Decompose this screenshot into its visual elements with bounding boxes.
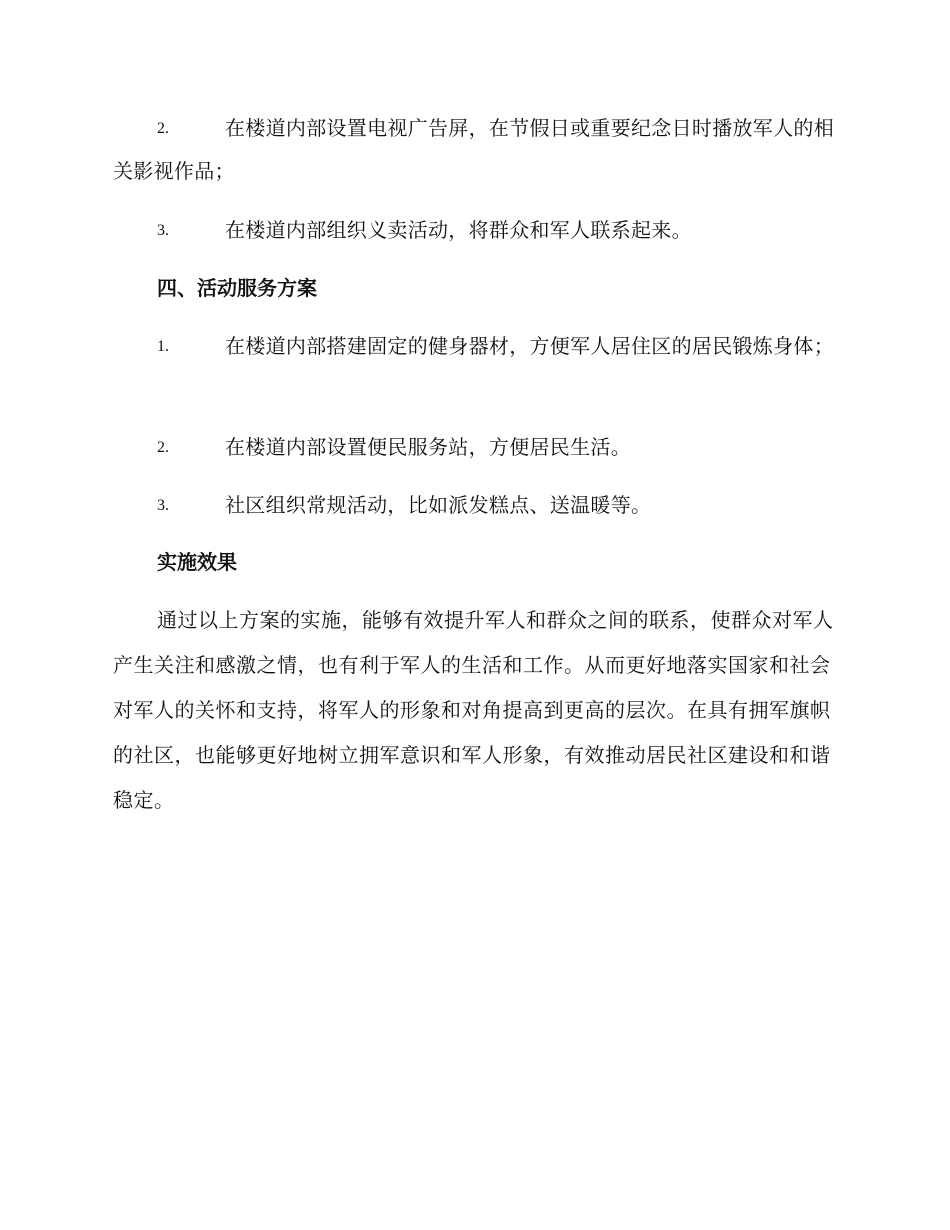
- list-item-number: 1.: [157, 338, 169, 355]
- list-item: [113, 426, 835, 469]
- list-item-text: 在楼道内部设置电视广告屏，在节假日或重要纪念日时播放军人的相关影视作品；: [113, 116, 834, 183]
- list-item: [113, 209, 835, 252]
- list-item: [113, 484, 835, 527]
- list-item-text: 在楼道内部搭建固定的健身器材，方便军人居住区的居民锻炼身体；: [225, 334, 834, 358]
- body-paragraph: 通过以上方案的实施，能够有效提升军人和群众之间的联系，使群众对军人产生关注和感激之情，也有利于军人的生活和工作。从而更好地落实国家和社会对军人的关怀和支持，将军人的形象和对角提高到更高的层次。在具有拥军旗帜的社区，也能够更好地树立拥军意识和军人形象，有效推动居民社区建设和和谐稳定。: [113, 608, 834, 812]
- list-item-text: 社区组织常规活动，比如派发糕点、送温暖等。: [225, 493, 652, 517]
- list-item-text: 在楼道内部组织义卖活动，将群众和军人联系起来。: [225, 218, 692, 242]
- list-item-number: 2.: [157, 439, 169, 456]
- list-item-number: 2.: [157, 120, 169, 137]
- list-item-text: 在楼道内部设置便民服务站，方便居民生活。: [225, 435, 631, 459]
- section-heading: 实施效果: [157, 550, 237, 574]
- list-item-number: 3.: [157, 222, 169, 239]
- list-item: [113, 107, 835, 193]
- section-heading: 四、活动服务方案: [157, 276, 317, 300]
- list-item-number: 3.: [157, 497, 169, 514]
- list-item: [113, 325, 835, 368]
